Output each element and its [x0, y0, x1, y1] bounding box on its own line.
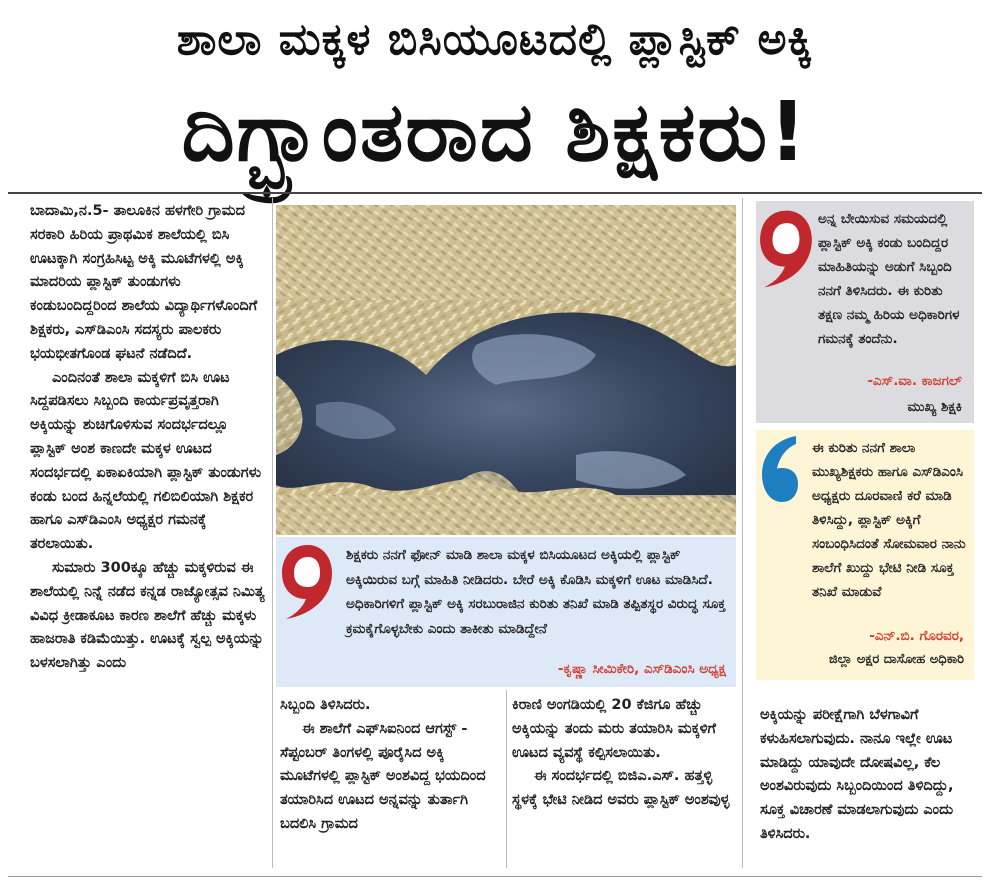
bottom-rule: [8, 876, 982, 877]
column4-para1: ಅಕ್ಕಿಯನ್ನು ಪರೀಕ್ಷೆಗಾಗಿ ಬೆಳಗಾವಿಗೆ ಕಳುಹಿಸಲಾಗುವುದು. ನಾನೂ ಇಲ್ಲೇ ಊಟ ಮಾಡಿದ್ದು ಯಾವುದೇ ದೋಷವಿಲ್ಲ, ಕೆಲ ಅಂಶವಿರುವುದು ಸಿಬ್ಬಂದಿಯಿಂದ ತಿಳಿದಿದ್ದು, ಸೂಕ್ತ ವಿಚಾರಣೆ ಮಾಡಲಾಗುವುದು ಎಂದು ತಿಳಿಸಿದರು.: [760, 707, 954, 842]
quote-box-headmistress: [756, 201, 974, 423]
quote-attribution-headmistress: -ಎಸ್.ವಾ. ಕಾಜಗಲ್: [867, 373, 962, 389]
column2-para2: ಈ ಶಾಲೆಗೆ ಎಫ್‌ಸಿಐನಿಂದ ಆಗಸ್ಟ್ - ಸೆಪ್ಟಂಬರ್ ತಿಂಗಳಲ್ಲಿ ಪೂರೈಸಿದ ಅಕ್ಕಿ ಮೂಟೆಗಳಲ್ಲಿ ಪ್ಲಾಸ್ಟಿಕ್ ಅಂಶವಿದ್ದ ಭಯದಿಂದ ತಯಾರಿಸಿದ ಊಟದ ಅನ್ನವನ್ನು ತುರ್ತಾಗಿ ಬದಲಿಸಿ ಗ್ರಾಮದ: [280, 720, 486, 832]
rice-photo: [276, 205, 736, 535]
quote-attribution-officer: -ಎನ್.ಬಿ. ಗೊರವರ,: [869, 628, 964, 644]
quote-text-officer: ಈ ಕುರಿತು ನನಗೆ ಶಾಲಾ ಮುಖ್ಯಶಿಕ್ಷಕರು ಹಾಗೂ ಎಸ್‌ಡಿಎಂಸಿ ಅಧ್ಯಕ್ಷರು ದೂರವಾಣಿ ಕರೆ ಮಾಡಿ ತಿಳಿಸಿದ್ದು, ಪ್ಲಾಸ್ಟಿಕ್ ಅಕ್ಕಿಗೆ ಸಂಬಂಧಿಸಿದಂತೆ ಸೋಮವಾರ ನಾನು ಶಾಲೆಗೆ ಖುದ್ದು ಭೇಟಿ ನೀಡಿ ಸೂಕ್ತ ತನಿಖೆ ಮಾಡುವೆ: [812, 440, 966, 600]
column1-para3: ಸುಮಾರು 300ಕ್ಕೂ ಹೆಚ್ಚು ಮಕ್ಕಳಿರುವ ಈ ಶಾಲೆಯಲ್ಲಿ ನಿನ್ನೆ ನಡೆದ ಕನ್ನಡ ರಾಜ್ಯೋತ್ಸವ ನಿಮಿತ್ಯ ವಿವಿಧ ಕ್ರೀಡಾಕೂಟ ಕಾರಣ ಶಾಲೆಗೆ ಹೆಚ್ಚು ಮಕ್ಕಳು ಹಾಜರಾತಿ ಕಡಿಮೆಯಿತ್ತು. ಊಟಕ್ಕೆ ಸ್ವಲ್ಪ ಅಕ್ಕಿಯನ್ನು ಬಳಸಲಾಗಿತ್ತು ಎಂದು: [30, 559, 265, 672]
article-column-4: [760, 704, 974, 847]
headline-line-1: ಶಾಲಾ ಮಕ್ಕಳ ಬಿಸಿಯೂಟದಲ್ಲಿ ಪ್ಲಾಸ್ಟಿಕ್ ಅಕ್ಕಿ: [176, 14, 814, 65]
column-divider: [742, 198, 743, 868]
dateline: ಬಾದಾಮಿ,ನ.5-: [30, 203, 109, 219]
quote-box-sdmc: [276, 537, 736, 687]
column1-para2: ಎಂದಿನಂತೆ ಶಾಲಾ ಮಕ್ಕಳಿಗೆ ಬಿಸಿ ಊಟ ಸಿದ್ದಪಡಿಸಲು ಸಿಬ್ಬಂದಿ ಕಾರ್ಯಪ್ರವೃತ್ತರಾಗಿ ಅಕ್ಕಿಯನ್ನು ಶುಚಿಗೊಳಿಸುವ ಸಂದರ್ಭದಲ್ಲೂ ಪ್ಲಾಸ್ಟಿಕ್ ಅಂಶ ಕಾಣದೇ ಮಕ್ಕಳ ಊಟದ ಸಂದರ್ಭದಲ್ಲಿ ಏಕಾಏಕಿಯಾಗಿ ಪ್ಲಾಸ್ಟಿಕ್ ತುಂಡುಗಳು ಕಂಡು ಬಂದ ಹಿನ್ನಲೆಯಲ್ಲಿ ಗಲಿಬಿಲಿಯಾಗಿ ಶಿಕ್ಷಕರ ಹಾಗೂ ಎಸ್‌ಡಿಎಂಸಿ ಅಧ್ಯಕ್ಷರ ಗಮನಕ್ಕೆ ತರಲಾಯಿತು.: [30, 369, 262, 553]
headline-line-2: ದಿಗ್ಭ್ರಾಂತರಾದ ಶಿಕ್ಷಕರು!: [181, 85, 809, 180]
headline-divider: [8, 192, 982, 194]
column3-para1: ಕಿರಾಣಿ ಅಂಗಡಿಯಲ್ಲಿ 20 ಕೆಜಿಗೂ ಹೆಚ್ಚು ಅಕ್ಕಿಯನ್ನು ತಂದು ಮರು ತಯಾರಿಸಿ ಮಕ್ಕಳಿಗೆ ಊಟದ ವ್ಯವಸ್ಥೆ ಕಲ್ಪಿಸಲಾಯಿತು.: [512, 697, 716, 761]
quote-text-sdmc: ಶಿಕ್ಷಕರು ನನಗೆ ಫೋನ್ ಮಾಡಿ ಶಾಲಾ ಮಕ್ಕಳ ಬಿಸಿಯೂಟದ ಅಕ್ಕಿಯಲ್ಲಿ ಪ್ಲಾಸ್ಟಿಕ್ ಅಕ್ಕಿಯಿರುವ ಬಗ್ಗೆ ಮಾಹಿತಿ ನೀಡಿದರು. ಬೇರೆ ಅಕ್ಕಿ ಕೊಡಿಸಿ ಮಕ್ಕಳಿಗೆ ಊಟ ಮಾಡಿಸಿದೆ. ಅಧಿಕಾರಿಗಳಿಗೆ ಪ್ಲಾಸ್ಟಿಕ್ ಅಕ್ಕಿ ಸರಬುರಾಜಿನ ಕುರಿತು ತನಿಖೆ ಮಾಡಿ ತಪ್ಪಿತಸ್ಥರ ವಿರುದ್ಧ ಸೂಕ್ತ ಕ್ರಮಕೈಗೊಳ್ಳಬೇಕು ಎಂದು ತಾಕೀತು ಮಾಡಿದ್ದೇನೆ: [346, 547, 726, 637]
article-column-3: [512, 694, 734, 813]
quote-icon: [280, 543, 336, 621]
quote-role-headmistress: ಮುಖ್ಯ ಶಿಕ್ಷಕಿ: [907, 399, 962, 415]
quote-icon: [760, 434, 800, 506]
column1-para1: ತಾಲೂಕಿನ ಹಳಗೇರಿ ಗ್ರಾಮದ ಸರಕಾರಿ ಹಿರಿಯ ಪ್ರಾಥಮಿಕ ಶಾಲೆಯಲ್ಲಿ ಬಿಸಿ ಊಟಕ್ಕಾಗಿ ಸಂಗ್ರಹಿಸಿಟ್ಟ ಅಕ್ಕಿ ಮೂಟೆಗಳಲ್ಲಿ ಅಕ್ಕಿ ಮಾದರಿಯ ಪ್ಲಾಸ್ಟಿಕ್ ತುಂಡುಗಳು ಕಂಡುಬಂದಿದ್ದರಿಂದ ಶಾಲೆಯ ವಿದ್ಯಾರ್ಥಿಗಳೊಂದಿಗೆ ಶಿಕ್ಷಕರು, ಎಸ್‌ಡಿಎಂಸಿ ಸದಸ್ಯರು ಪಾಲಕರು ಭಯಭೀತಗೊಂಡ ಘಟನೆ ನಡೆದಿದೆ.: [30, 203, 258, 362]
article-column-1: [30, 200, 268, 676]
quote-attribution-sdmc: -ಕೃಷ್ಣಾ ಸೀಮಿಕೇರಿ, ಎಸ್‌ಡಿಎಂಸಿ ಅಧ್ಯಕ್ಷ: [557, 661, 726, 677]
column3-para2: ಈ ಸಂದರ್ಭದಲ್ಲಿ ಬಿಜಿಎ.ಎಸ್. ಹತ್ತಳ್ಳಿ ಸ್ಥಳಕ್ಕೆ ಭೇಟಿ ನೀಡಿದ ಅವರು ಪ್ಲಾಸ್ಟಿಕ್ ಅಂಶವುಳ್ಳ: [512, 768, 730, 809]
column-divider: [506, 690, 507, 868]
column2-para1: ಸಿಬ್ಬಂದಿ ತಿಳಿಸಿದರು.: [280, 697, 371, 713]
quote-role-officer: ಜಿಲ್ಲಾ ಅಕ್ಷರ ದಾಸೋಹ ಅಧಿಕಾರಿ: [828, 652, 964, 667]
quote-icon: [758, 205, 816, 293]
column-divider: [272, 198, 273, 868]
quote-text-headmistress: ಅನ್ನ ಬೇಯಿಸುವ ಸಮಯದಲ್ಲಿ ಪ್ಲಾಸ್ಟಿಕ್ ಅಕ್ಕಿ ಕಂಡು ಬಂದಿದ್ದರ ಮಾಹಿತಿಯನ್ನು ಅಡುಗೆ ಸಿಬ್ಬಂದಿ ನನಗೆ ತಿಳಿಸಿದರು. ಈ ಕುರಿತು ತಕ್ಷಣ ನಮ್ಮ ಹಿರಿಯ ಅಧಿಕಾರಿಗಳ ಗಮನಕ್ಕೆ ತಂದೆನು.: [818, 211, 960, 347]
quote-box-officer: [756, 430, 974, 680]
article-column-2: [280, 694, 502, 837]
